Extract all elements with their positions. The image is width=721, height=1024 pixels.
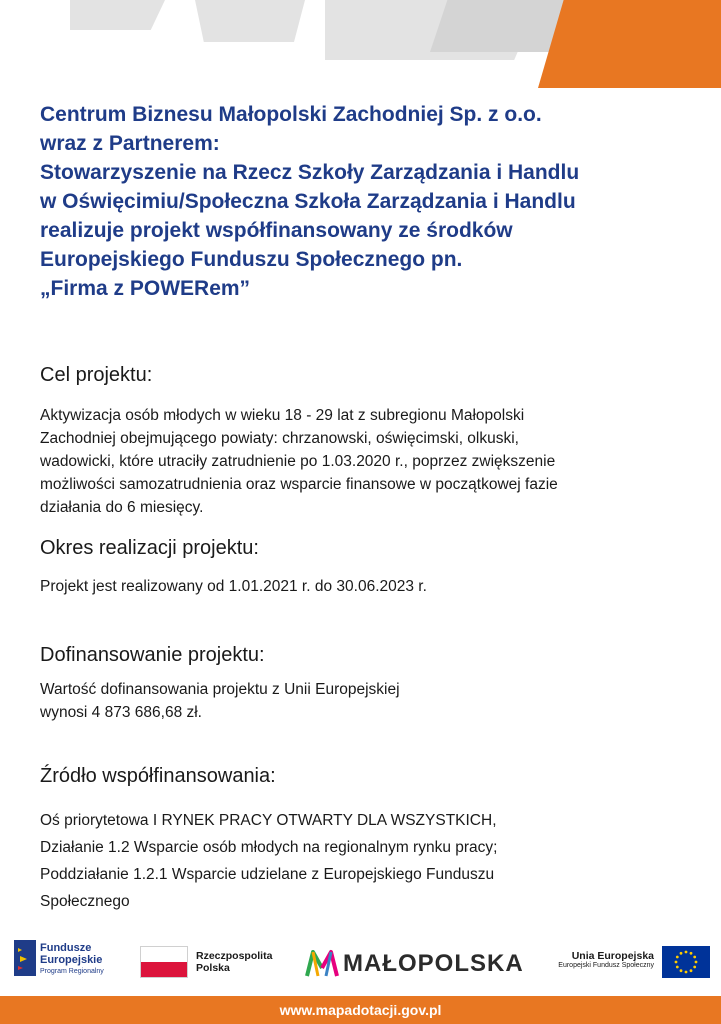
logo-text: Rzeczpospolita (196, 950, 273, 962)
heading-line: „Firma z POWERem” (40, 277, 251, 300)
decor-shape (70, 0, 165, 30)
text-line: Wartość dofinansowania projektu z Unii Europejskiej (40, 681, 400, 698)
text-line: Aktywizacja osób młodych w wieku 18 - 29 lat z subregionu Małopolski (40, 407, 525, 424)
text-line: Zachodniej obejmującego powiaty: chrzanowski, oświęcimski, olkuski, (40, 430, 519, 447)
section-text-okres (40, 575, 690, 598)
heading-line: Centrum Biznesu Małopolski Zachodniej Sp. z o.o. (40, 103, 542, 126)
logo-text: Fundusze (40, 942, 92, 954)
heading-line: wraz z Partnerem: (40, 132, 220, 155)
section-title-dofinansowanie: Dofinansowanie projektu: (40, 644, 265, 666)
decor-shape (195, 0, 305, 42)
page-heading (40, 100, 690, 303)
fundusze-europejskie-icon (14, 940, 36, 976)
text-line: wynosi 4 873 686,68 zł. (40, 704, 202, 721)
heading-line: Europejskiego Funduszu Społecznego pn. (40, 248, 463, 271)
text-line: Działanie 1.2 Wsparcie osób młodych na regionalnym rynku pracy; (40, 839, 498, 856)
logo-text: Program Regionalny (40, 968, 104, 975)
eu-flag-icon (662, 946, 710, 978)
text-line: wadowicki, które utraciły zatrudnienie po 1.03.2020 r., poprzez zwiększenie (40, 453, 556, 470)
text-line: Poddziałanie 1.2.1 Wsparcie udzielane z Europejskiego Funduszu (40, 866, 495, 883)
text-line: działania do 6 miesięcy. (40, 499, 204, 516)
logo-text: Europejski Fundusz Społeczny (558, 962, 654, 969)
malopolska-m-icon (305, 948, 339, 978)
sponsor-logos (0, 938, 721, 988)
text-line: możliwości samozatrudnienia oraz wsparcie finansowe w początkowej fazie (40, 476, 558, 493)
section-text-cel (40, 404, 690, 519)
decor-shape-orange (538, 0, 721, 88)
text-line: Społecznego (40, 893, 130, 910)
heading-line: realizuje projekt współfinansowany ze środków (40, 219, 513, 242)
fundusze-europejskie-logo (40, 942, 104, 978)
section-text-dofinansowanie (40, 678, 690, 724)
logo-text: Europejskie (40, 954, 103, 966)
logo-text: Unia Europejska (571, 950, 654, 962)
unia-europejska-logo (558, 950, 654, 969)
rzeczpospolita-logo (196, 950, 272, 974)
text-line: Oś priorytetowa I RYNEK PRACY OTWARTY DLA WSZYSTKICH, (40, 812, 497, 829)
malopolska-logo: MAŁOPOLSKA (343, 950, 524, 977)
section-text-zrodlo (40, 807, 690, 915)
logo-text: Polska (196, 962, 230, 974)
polish-flag-icon (140, 946, 188, 978)
heading-line: w Oświęcimiu/Społeczna Szkoła Zarządzania i Handlu (40, 190, 576, 213)
heading-line: Stowarzyszenie na Rzecz Szkoły Zarządzania i Handlu (40, 161, 580, 184)
section-title-cel: Cel projektu: (40, 364, 153, 386)
text-line: Projekt jest realizowany od 1.01.2021 r. do 30.06.2023 r. (40, 578, 427, 595)
section-title-zrodlo: Źródło współfinansowania: (40, 765, 276, 787)
section-title-okres: Okres realizacji projektu: (40, 537, 259, 559)
footer-url[interactable]: www.mapadotacji.gov.pl (0, 996, 721, 1024)
